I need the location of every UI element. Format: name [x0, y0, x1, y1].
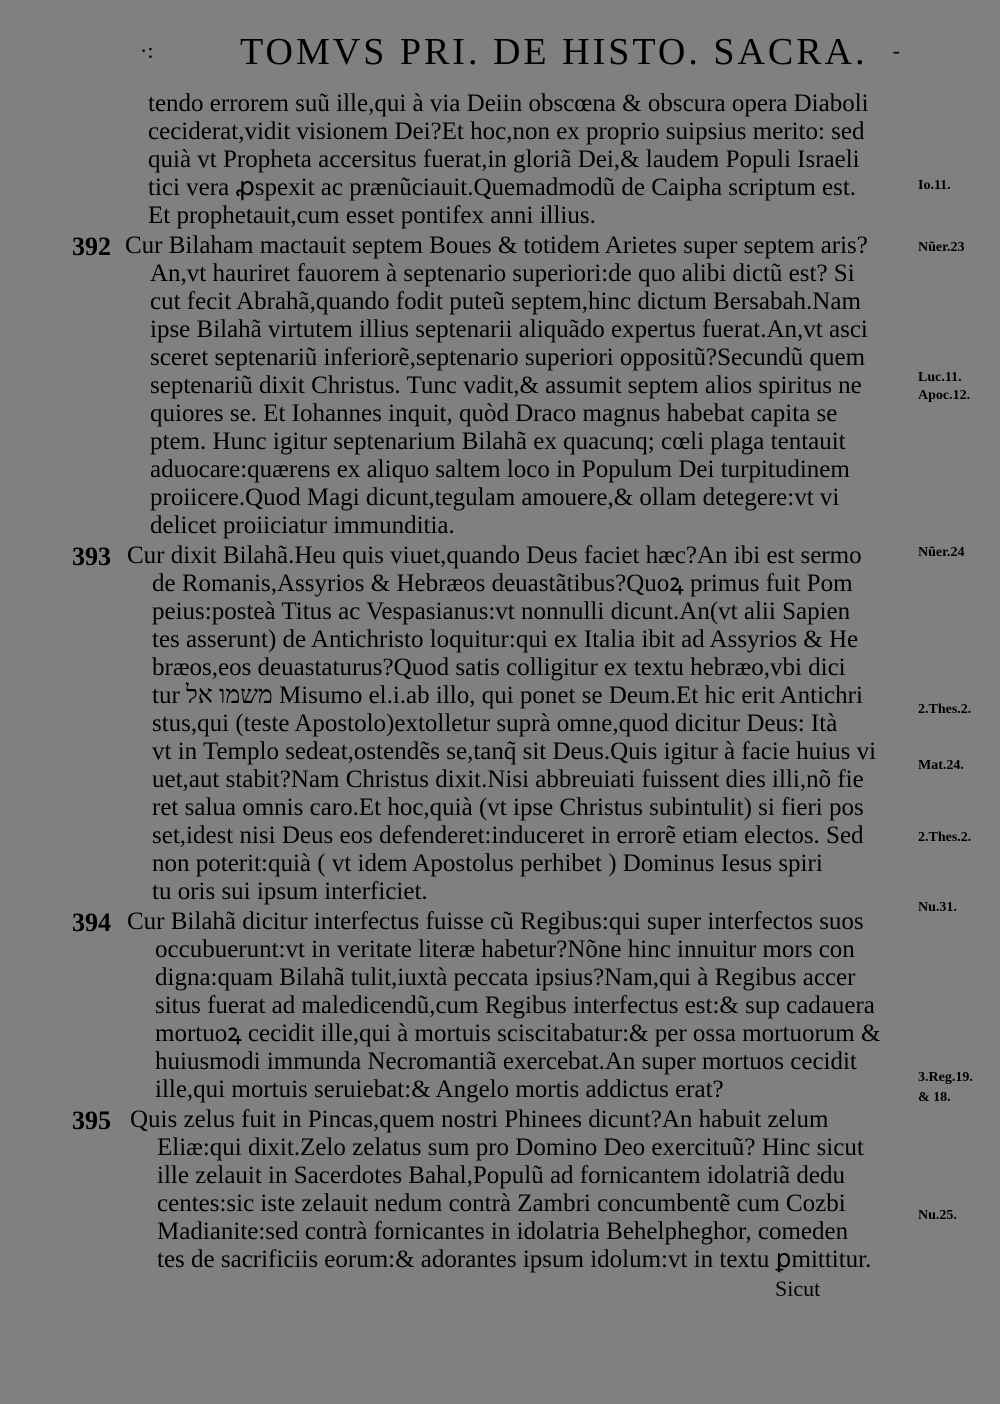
margin-note: Luc.11.: [918, 370, 962, 385]
text-line: centes:sic iste zelauit nedum contrà Zambri concumbentẽ cum Cozbi: [157, 1190, 846, 1217]
text-line: mortuoꝝ cecidit ille,qui à mortuis sciscitabatur:& per ossa mortuorum &: [155, 1020, 881, 1047]
text-line: septenariũ dixit Christus. Tunc vadit,& assumit septem alios spiritus ne: [150, 372, 862, 399]
text-line: peius:posteà Titus ac Vespasianus:vt nonnulli dicunt.An(vt alii Sapien: [152, 598, 851, 625]
margin-note: Apoc.12.: [918, 388, 971, 403]
question-number: 393: [72, 542, 111, 571]
text-line: tes asserunt) de Antichristo loquitur:qui ex Italia ibit ad Assyrios & He: [152, 626, 859, 653]
text-line: bræos,eos deuastaturus?Quod satis colligitur ex textu hebræo,vbi dici: [152, 654, 846, 681]
text-line: tu oris sui ipsum interficiet.: [152, 878, 428, 905]
margin-note: Nũer.24: [918, 545, 965, 560]
text-line: digna:quam Bilahã tulit,iuxtà peccata ipsius?Nam,qui à Regibus accer: [155, 964, 856, 991]
margin-note: 3.Reg.19.: [918, 1070, 973, 1085]
text-line: situs fuerat ad maledicendũ,cum Regibus interfectus est:& sup cadauera: [155, 992, 875, 1019]
text-line: tur משמו אל Misumo el.i.ab illo, qui ponet se Deum.Et hic erit Antichri: [152, 682, 863, 709]
head-left-mark: ·:: [140, 38, 154, 63]
text-line: ille zelauit in Sacerdotes Bahal,Populũ ad fornicantem idolatriã dedu: [157, 1162, 845, 1189]
question-number: 392: [72, 232, 111, 261]
text-line: quià vt Propheta accersitus fuerat,in gloriã Dei,& laudem Populi Israeli: [148, 146, 860, 173]
text-line: ptem. Hunc igitur septenarium Bilahã ex quacunq; cœli plaga tentauit: [150, 428, 846, 455]
text-line: Eliæ:qui dixit.Zelo zelatus sum pro Domino Deo exercituũ? Hinc sicut: [157, 1134, 864, 1161]
text-line: Madianite:sed contrà fornicantes in idolatria Behelpheghor, comeden: [157, 1218, 849, 1245]
text-line: vt in Templo sedeat,ostendẽs se,tanq̃ sit Deus.Quis igitur à facie huius vi: [152, 738, 877, 765]
margin-note: 2.Thes.2.: [918, 702, 972, 717]
text-line: set,idest nisi Deus eos defenderet:induceret in errorẽ etiam electos. Sed: [152, 822, 864, 849]
text-line: Et prophetauit,cum esset pontifex anni illius.: [148, 202, 596, 229]
text-line: ceciderat,vidit visionem Dei?Et hoc,non ex proprio suipsius merito: sed: [148, 118, 865, 145]
text-line: Quis zelus fuit in Pincas,quem nostri Phinees dicunt?An habuit zelum: [130, 1106, 829, 1133]
text-line: Cur dixit Bilahã.Heu quis viuet,quando Deus faciet hæc?An ibi est sermo: [127, 542, 862, 569]
text-line: huiusmodi immunda Necromantiã exercebat.An super mortuos cecidit: [155, 1048, 857, 1075]
text-line: tes de sacrificiis eorum:& adorantes ipsum idolum:vt in textu ꝑmittitur.: [157, 1246, 872, 1273]
catchword: Sicut: [775, 1276, 821, 1301]
text-line: An,vt hauriret fauorem à septenario superiori:de quo alibi dictũ est? Si: [150, 260, 855, 287]
margin-note: 2.Thes.2.: [918, 830, 972, 845]
text-line: delicet proiiciatur immunditia.: [150, 512, 455, 539]
text-line: ret salua omnis caro.Et hoc,quià (vt ipse Christus subintulit) si fieri pos: [152, 794, 864, 821]
margin-note: & 18.: [918, 1090, 951, 1105]
text-line: proiicere.Quod Magi dicunt,tegulam amouere,& ollam detegere:vt vi: [150, 484, 840, 511]
margin-note: Nũer.23: [918, 240, 965, 255]
text-line: sceret septenariũ inferiorẽ,septenario superiori oppositũ?Secundũ quem: [150, 344, 866, 371]
text-line: aduocare:quærens ex aliquo saltem loco in Populum Dei turpitudinem: [150, 456, 850, 483]
question-number: 395: [72, 1106, 111, 1135]
text-line: tendo errorem suũ ille,qui à via Deiin obscœna & obscura opera Diaboli: [148, 90, 869, 117]
text-line: quiores se. Et Iohannes inquit, quòd Draco magnus habebat capita se: [150, 400, 838, 427]
margin-note: Io.11.: [918, 178, 951, 193]
page-title: TOMVS PRI. DE HISTO. SACRA.: [240, 31, 868, 73]
text-line: de Romanis,Assyrios & Hebræos deuastãtibus?Quoꝝ primus fuit Pom: [152, 570, 853, 597]
text-line: ipse Bilahã virtutem illius septenarii aliquãdo expertus fuerat.An,vt asci: [150, 316, 868, 343]
text-line: stus,qui (teste Apostolo)extolletur suprà omne,quod dicitur Deus: Ità: [152, 710, 838, 737]
text-line: Cur Bilaham mactauit septem Boues & totidem Arietes super septem aris?: [125, 232, 868, 259]
text-line: tici vera ꝓspexit ac prænũciauit.Quemadmodũ de Caipha scriptum est.: [148, 174, 857, 201]
head-right-mark: -: [892, 38, 900, 63]
text-line: ille,qui mortuis seruiebat:& Angelo mortis addictus erat?: [155, 1076, 724, 1103]
running-head: [140, 30, 900, 80]
question-number: 394: [72, 908, 111, 937]
margin-note: Nu.31.: [918, 900, 957, 915]
text-line: uet,aut stabit?Nam Christus dixit.Nisi abbreuiati fuissent dies illi,nõ fie: [152, 766, 864, 793]
margin-note: Nu.25.: [918, 1208, 957, 1223]
text-line: non poterit:quià ( vt idem Apostolus perhibet ) Dominus Iesus spiri: [152, 850, 823, 877]
margin-note: Mat.24.: [918, 758, 964, 773]
text-line: Cur Bilahã dicitur interfectus fuisse cũ Regibus:qui super interfectos suos: [127, 908, 864, 935]
text-line: occubuerunt:vt in veritate literæ habetur?Nõne hinc innuitur mors con: [155, 936, 855, 963]
text-line: cut fecit Abrahã,quando fodit puteũ septem,hinc dictum Bersabah.Nam: [150, 288, 861, 315]
